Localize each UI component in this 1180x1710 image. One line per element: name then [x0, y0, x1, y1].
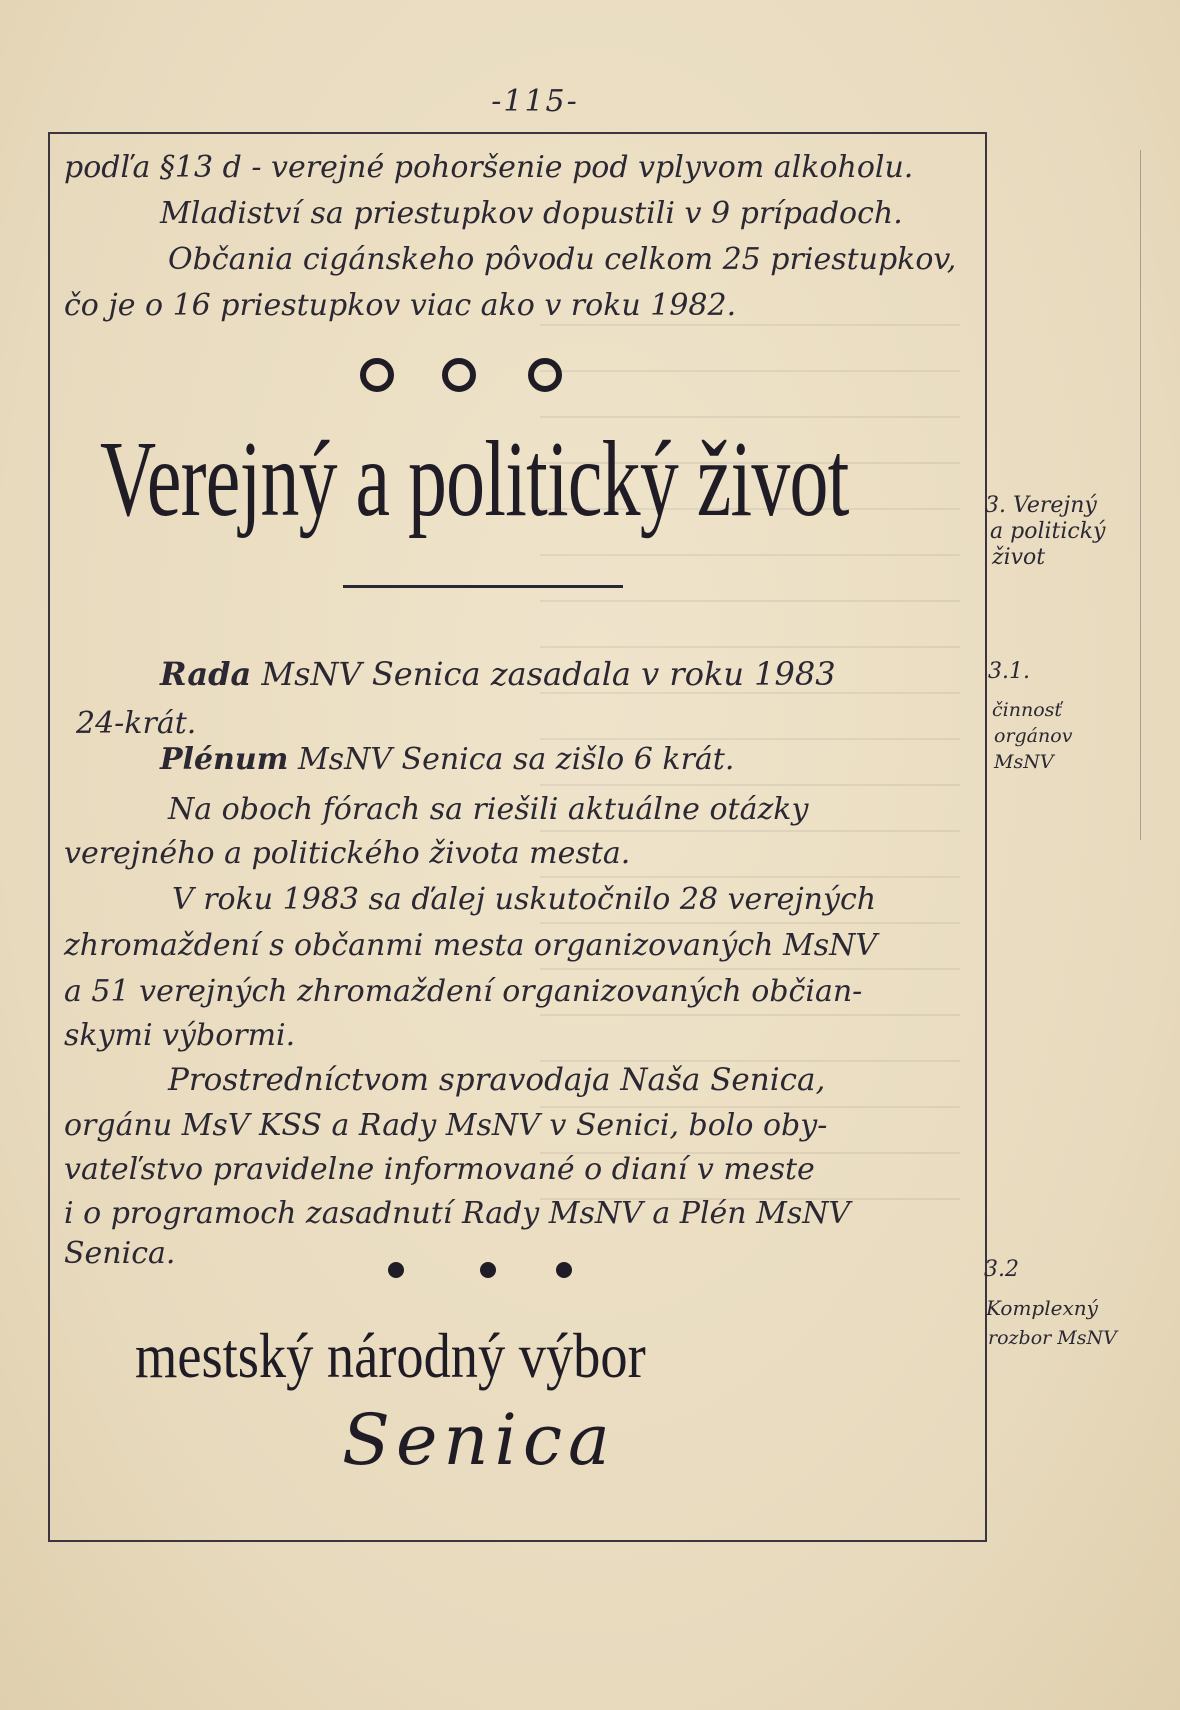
- intro-line: Občania cigánskeho pôvodu celkom 25 priestupkov,: [168, 242, 957, 277]
- margin-note-2-line: orgánov: [994, 725, 1073, 747]
- body-line: Na oboch fórach sa riešili aktuálne otázky: [168, 792, 809, 827]
- rada-line-2: 24-krát.: [76, 706, 197, 741]
- margin-note-1-line: a politický: [990, 519, 1106, 544]
- heading-underline: [343, 585, 623, 588]
- margin-note-3-line: Komplexný: [986, 1296, 1098, 1320]
- body-line: V roku 1983 sa ďalej uskutočnilo 28 verejných: [172, 882, 877, 917]
- circle-ornament: [528, 358, 562, 392]
- margin-note-2-line: činnosť: [992, 699, 1063, 721]
- body-line: orgánu MsV KSS a Rady MsNV v Senici, bolo oby-: [64, 1108, 828, 1143]
- body-line: Senica.: [64, 1236, 176, 1271]
- margin-note-2-line: MsNV: [994, 751, 1054, 773]
- plenum-line: [160, 742, 734, 778]
- dot-ornament: [556, 1262, 572, 1278]
- rada-rest: MsNV Senica zasadala v roku 1983: [251, 655, 836, 693]
- margin-note-3-line: 3.2: [984, 1257, 1019, 1282]
- rada-line: [160, 656, 836, 692]
- page-number: -115-: [491, 84, 579, 119]
- margin-note-1-line: život: [992, 545, 1046, 570]
- body-line: Prostredníctvom spravodaja Naša Senica,: [168, 1062, 826, 1098]
- body-line: i o programoch zasadnutí Rady MsNV a Plén MsNV: [64, 1196, 851, 1231]
- section-heading: Verejný a politický život: [100, 420, 849, 539]
- circle-separator: [360, 358, 580, 398]
- intro-line: čo je o 16 priestupkov viac ako v roku 1982.: [64, 288, 737, 323]
- footer-title: mestský národný výbor: [135, 1320, 646, 1391]
- rada-lead: Rada: [160, 655, 252, 693]
- body-line: skymi výbormi.: [64, 1018, 296, 1053]
- dot-ornament: [480, 1262, 496, 1278]
- margin-rule: [1140, 150, 1141, 840]
- body-line: zhromaždení s občanmi mesta organizovaných MsNV: [64, 928, 878, 963]
- intro-line: podľa §13 d - verejné pohoršenie pod vplyvom alkoholu.: [64, 150, 914, 185]
- circle-ornament: [360, 358, 394, 392]
- body-line: vateľstvo pravidelne informované o dianí v meste: [64, 1152, 815, 1187]
- frame-double-rule: [48, 1540, 978, 1542]
- margin-note-3-line: rozbor MsNV: [988, 1327, 1117, 1349]
- plenum-rest: MsNV Senica sa zišlo 6 krát.: [288, 742, 735, 777]
- circle-ornament: [442, 358, 476, 392]
- dot-ornament: [388, 1262, 404, 1278]
- footer-city: Senica: [342, 1399, 616, 1481]
- dot-separator: [388, 1262, 588, 1282]
- margin-note-1-line: 3. Verejný: [985, 493, 1097, 518]
- intro-line: Mladiství sa priestupkov dopustili v 9 prípadoch.: [160, 196, 903, 231]
- margin-note-2-line: 3.1.: [988, 659, 1030, 684]
- body-line: a 51 verejných zhromaždení organizovaných občian-: [64, 974, 863, 1009]
- body-line: verejného a politického života mesta.: [64, 836, 631, 871]
- plenum-lead: Plénum: [160, 742, 289, 777]
